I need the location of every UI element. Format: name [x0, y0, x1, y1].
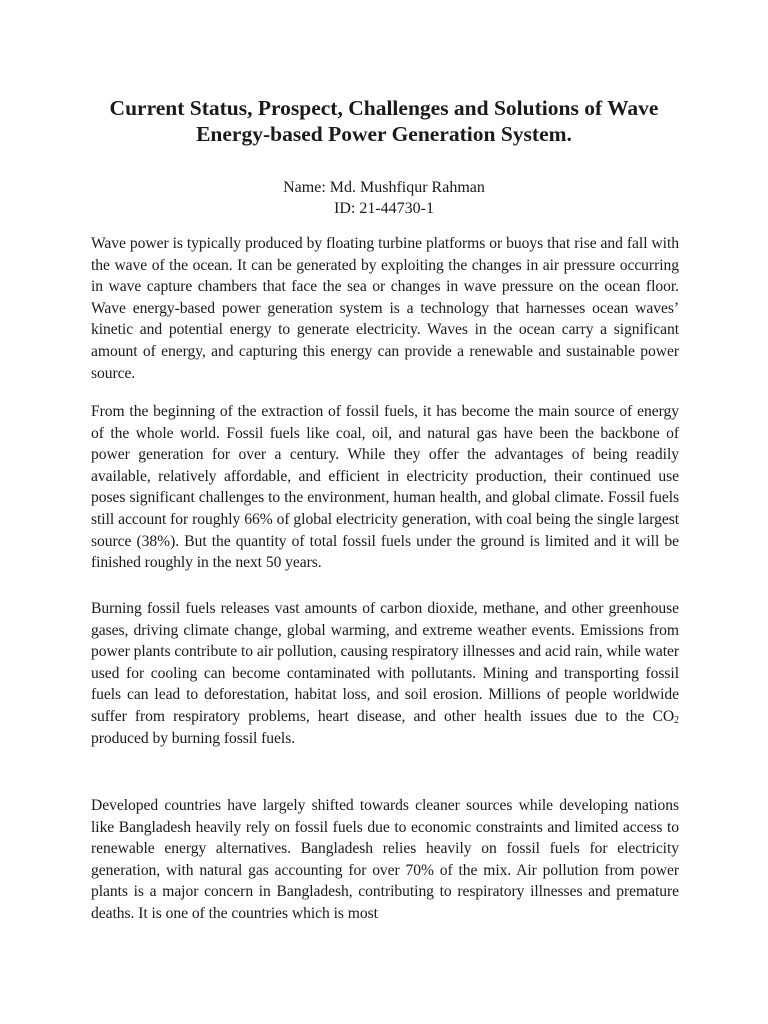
paragraph-4: Developed countries have largely shifted towards cleaner sources while developing nations like Bangladesh heavily rely on fossil fuels due to economic constraints and limited access to renewable energy alternatives. Bangladesh relies heavily on fossil fuels for electricity generation, with natural gas accounting for over 70% of the mix. Air pollution from power plants is a major concern in Bangladesh, contributing to respiratory illnesses and premature deaths. It is one of the countries which is most	[91, 797, 679, 922]
paragraph-3-text: Burning fossil fuels releases vast amounts of carbon dioxide, methane, and other greenhouse gases, driving climate change, global warming, and extreme weather events. Emissions from power plants contribute to air pollution, causing respiratory illnesses and acid rain, while water used for cooling can become contaminated with pollutants. Mining and transporting fossil fuels can lead to deforestation, habitat loss, and soil erosion. Millions of people worldwide suffer from respiratory problems, heart disease, and other health issues due to the CO	[91, 600, 679, 725]
author-block	[0, 177, 768, 219]
paragraph-3-text-end: produced by burning fossil fuels.	[91, 729, 296, 747]
author-id: ID: 21-44730-1	[334, 200, 434, 217]
document-title: Current Status, Prospect, Challenges and Solutions of Wave Energy-based Power Generation System.	[109, 96, 659, 146]
paragraph-2: From the beginning of the extraction of fossil fuels, it has become the main source of energy of the whole world. Fossil fuels like coal, oil, and natural gas have been the backbone of power generation for over a century. While they offer the advantages of being readily available, relatively affordable, and efficient in electricity production, their continued use poses significant challenges to the environment, human health, and global climate. Fossil fuels still account for roughly 66% of global electricity generation, with coal being the single largest source (38%). But the quantity of total fossil fuels under the ground is limited and it will be finished roughly in the next 50 years.	[91, 403, 679, 572]
author-name: Name: Md. Mushfiqur Rahman	[283, 179, 485, 196]
paragraph-3	[91, 598, 679, 749]
co2-subscript: 2	[674, 714, 679, 726]
paragraph-1: Wave power is typically produced by floating turbine platforms or buoys that rise and fall with the wave of the ocean. It can be generated by exploiting the changes in air pressure occurring in wave capture chambers that face the sea or changes in wave pressure on the ocean floor. Wave energy-based power generation system is a technology that harnesses ocean waves’ kinetic and potential energy to generate electricity. Waves in the ocean carry a significant amount of energy, and capturing this energy can provide a renewable and sustainable power source.	[91, 235, 679, 382]
